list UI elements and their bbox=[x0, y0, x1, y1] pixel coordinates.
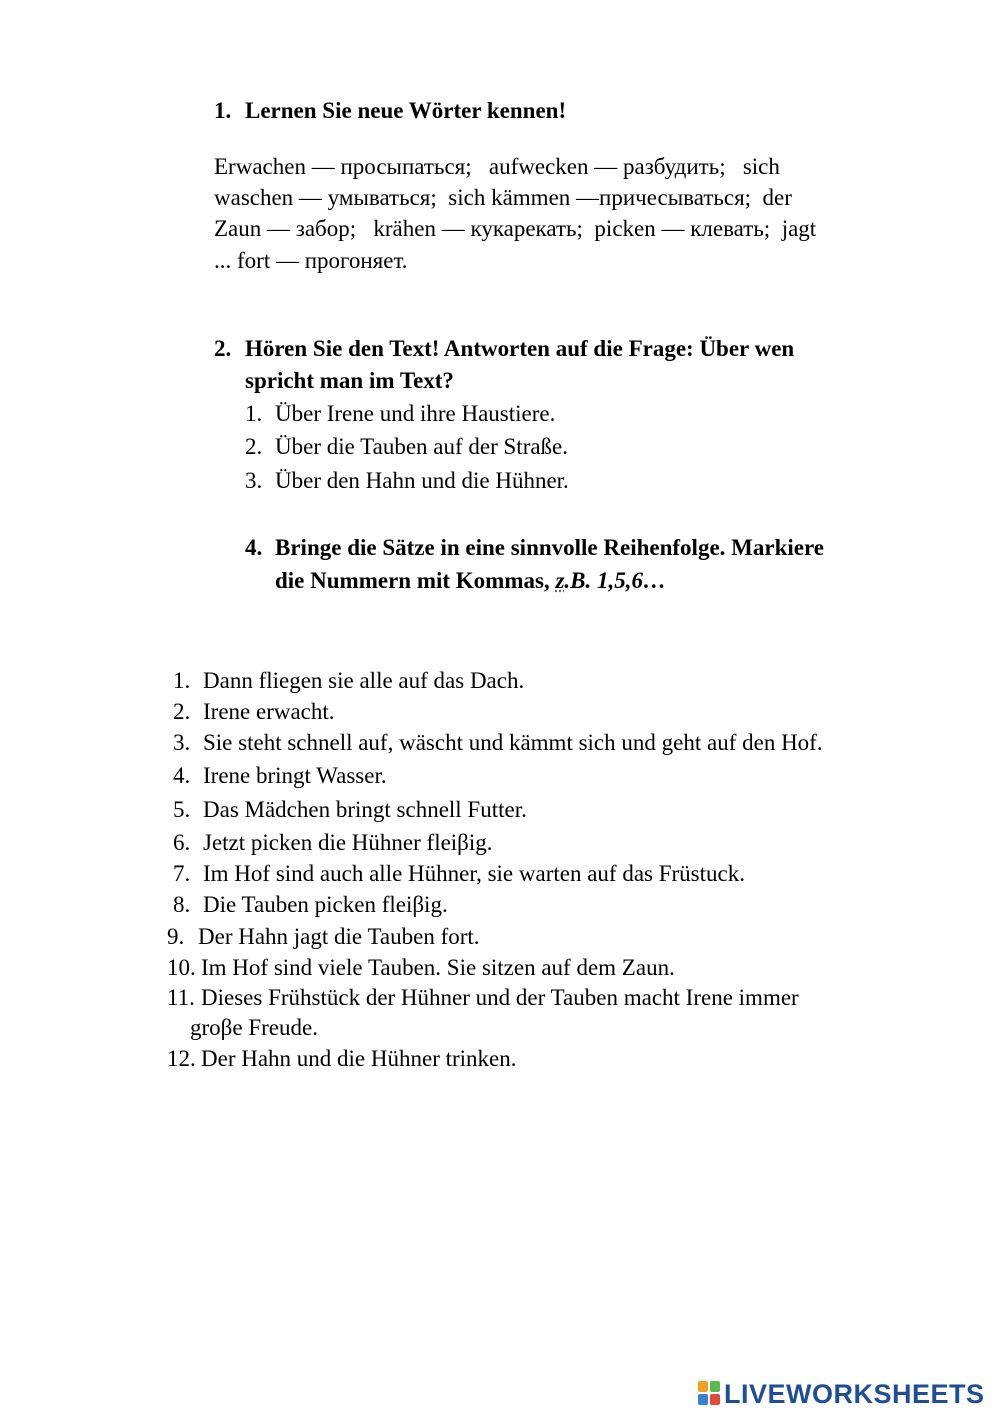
section2-heading-line2: spricht man im Text? bbox=[245, 368, 454, 393]
answer-option: Über die Tauben auf der Straße. bbox=[275, 434, 569, 459]
sentence-text: Das Mädchen bringt schnell Futter. bbox=[203, 797, 527, 822]
sentence-number: 12. bbox=[167, 1046, 196, 1071]
logo-tiles-icon bbox=[698, 1381, 722, 1407]
sentence-number: 7. bbox=[173, 861, 191, 886]
vocab-line: Zaun — забор; krähen — кукарекать; picken — клевать; jagt bbox=[214, 216, 817, 241]
sentence-number: 11. bbox=[167, 985, 195, 1010]
example-rest: .B. 1,5,6… bbox=[564, 568, 666, 593]
sentence-text: Der Hahn und die Hühner trinken. bbox=[201, 1046, 517, 1071]
sentence-number: 9. bbox=[167, 924, 185, 949]
answer-option-number: 1. bbox=[245, 401, 263, 426]
sentence-number: 4. bbox=[173, 763, 191, 788]
answer-option-number: 3. bbox=[245, 468, 263, 493]
sentence-text: Die Tauben picken fleiβig. bbox=[203, 892, 448, 917]
sentence-text: Jetzt picken die Hühner fleiβig. bbox=[203, 830, 493, 855]
sentence-text: Irene erwacht. bbox=[203, 699, 335, 724]
sentence-text: Sie steht schnell auf, wäscht und kämmt sich und geht auf den Hof. bbox=[203, 730, 823, 755]
answer-option-number: 2. bbox=[245, 434, 263, 459]
section4-heading-text: die Nummern mit Kommas, bbox=[275, 568, 556, 593]
vocab-line: waschen — умываться; sich kämmen —причесываться; der bbox=[214, 185, 792, 210]
answer-option: Über Irene und ihre Haustiere. bbox=[275, 401, 556, 426]
section1-number: 1. bbox=[214, 98, 232, 123]
vocab-line: Erwachen — просыпаться; aufwecken — разбудить; sich bbox=[214, 154, 780, 179]
example-z: z bbox=[555, 568, 565, 593]
sentence-number: 8. bbox=[173, 892, 191, 917]
sentence-number: 6. bbox=[173, 830, 191, 855]
section2-number: 2. bbox=[214, 336, 232, 361]
sentence-number: 2. bbox=[173, 699, 191, 724]
section2-heading-line1: Hören Sie den Text! Antworten auf die Frage: Über wen bbox=[245, 336, 795, 361]
sentence-continuation: groβe Freude. bbox=[190, 1015, 318, 1040]
sentence-number: 1. bbox=[173, 668, 191, 693]
liveworksheets-logo bbox=[698, 1378, 985, 1410]
answer-option: Über den Hahn und die Hühner. bbox=[275, 468, 569, 493]
section4-heading-line2 bbox=[275, 568, 666, 594]
section1-heading: Lernen Sie neue Wörter kennen! bbox=[245, 98, 567, 123]
sentence-text: Im Hof sind viele Tauben. Sie sitzen auf dem Zaun. bbox=[201, 955, 675, 980]
section4-number: 4. bbox=[245, 535, 263, 560]
sentence-text: Dann fliegen sie alle auf das Dach. bbox=[203, 668, 525, 693]
sentence-text: Dieses Frühstück der Hühner und der Tauben macht Irene immer bbox=[201, 985, 799, 1010]
example-text bbox=[555, 568, 666, 593]
section4-heading-line1: Bringe die Sätze in eine sinnvolle Reihenfolge. Markiere bbox=[275, 535, 824, 560]
sentence-number: 3. bbox=[173, 730, 191, 755]
sentence-text: Irene bringt Wasser. bbox=[203, 763, 387, 788]
sentence-text: Der Hahn jagt die Tauben fort. bbox=[198, 924, 480, 949]
sentence-number: 10. bbox=[167, 955, 196, 980]
logo-text: LIVEWORKSHEETS bbox=[724, 1378, 985, 1409]
sentence-text: Im Hof sind auch alle Hühner, sie warten auf das Früstuck. bbox=[203, 861, 745, 886]
sentence-number: 5. bbox=[173, 797, 191, 822]
vocab-line: ... fort — прогоняет. bbox=[214, 248, 408, 273]
